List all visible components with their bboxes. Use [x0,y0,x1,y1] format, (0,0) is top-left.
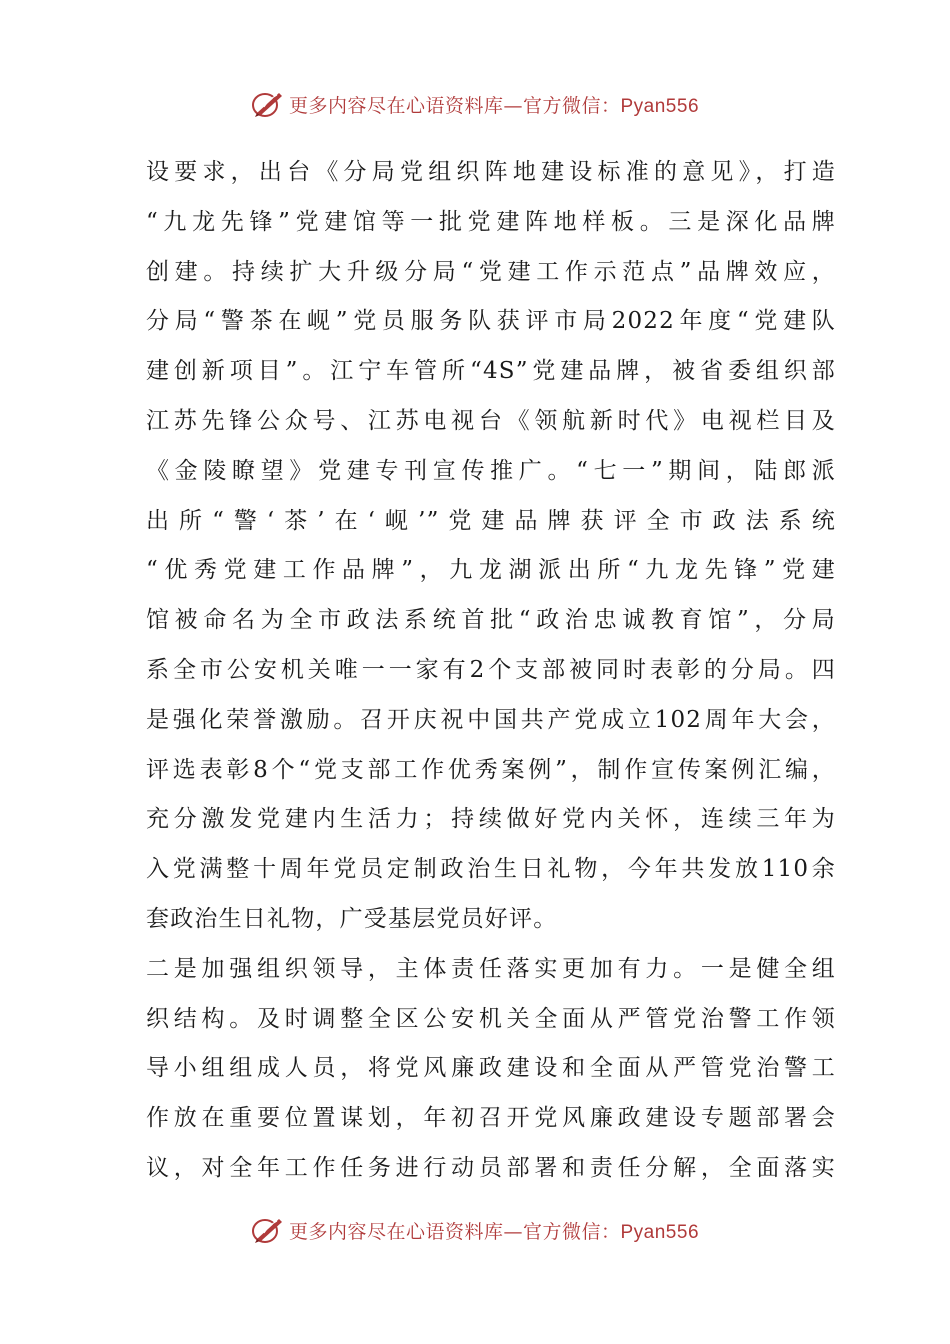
text-line: 充分激发党建内生活力；持续做好党内关怀，连续三年为 [146,806,836,833]
text-line: 创建。持续扩大升级分局“党建工作示范点”品牌效应， [146,258,836,285]
watermark-wechat-id: Pyan556 [620,95,700,117]
text-line: 出所“警‘茶’在‘岘’”党建品牌获评全市政法系统 [146,507,836,534]
text-line: “优秀党建工作品牌”，九龙湖派出所“九龙先锋”党建 [146,557,836,584]
text-line: 入党满整十周年党员定制政治生日礼物，今年共发放110余 [146,856,836,883]
footer-watermark [0,1210,950,1250]
watermark-label: 更多内容尽在心语资料库—官方微信： [288,94,621,117]
header-watermark [0,84,950,124]
text-line: 建创新项目”。江宁车管所“4S”党建品牌，被省委组织部 [146,358,836,385]
text-line: 分局“警茶在岘”党员服务队获评市局2022年度“党建队 [146,308,836,335]
text-line: 套政治生日礼物，广受基层党员好评。 [146,905,558,932]
text-line: 《金陵瞭望》党建专刊宣传推广。“七一”期间，陆郎派 [146,457,836,484]
watermark-wechat-id: Pyan556 [620,1221,700,1243]
document-body [146,148,836,1194]
watermark-text [289,91,699,118]
text-line: 系全市公安机关唯一一家有2个支部被同时表彰的分局。四 [146,656,836,683]
quill-pen-logo-icon [251,1215,285,1245]
text-line: 馆被命名为全市政法系统首批“政治忠诚教育馆”，分局 [146,607,836,634]
text-line: “九龙先锋”党建馆等一批党建阵地样板。三是深化品牌 [146,208,836,235]
text-line: 评选表彰8个“党支部工作优秀案例”，制作宣传案例汇编， [146,756,836,783]
text-line: 作放在重要位置谋划，年初召开党风廉政建设专题部署会 [146,1105,836,1132]
text-line: 议，对全年工作任务进行动员部署和责任分解，全面落实 [146,1154,836,1181]
watermark-text [289,1217,699,1244]
text-line: 织结构。及时调整全区公安机关全面从严管党治警工作领 [146,1005,836,1032]
text-line: 二是加强组织领导，主体责任落实更加有力。一是健全组 [146,955,836,982]
quill-pen-logo-icon [251,89,285,119]
text-line: 是强化荣誉激励。召开庆祝中国共产党成立102周年大会， [146,706,836,733]
text-line: 导小组组成人员，将党风廉政建设和全面从严管党治警工 [146,1055,836,1082]
text-line: 设要求，出台《分局党组织阵地建设标准的意见》，打造 [146,159,836,185]
watermark-label: 更多内容尽在心语资料库—官方微信： [288,1220,621,1243]
text-line: 江苏先锋公众号、江苏电视台《领航新时代》电视栏目及 [146,407,836,434]
